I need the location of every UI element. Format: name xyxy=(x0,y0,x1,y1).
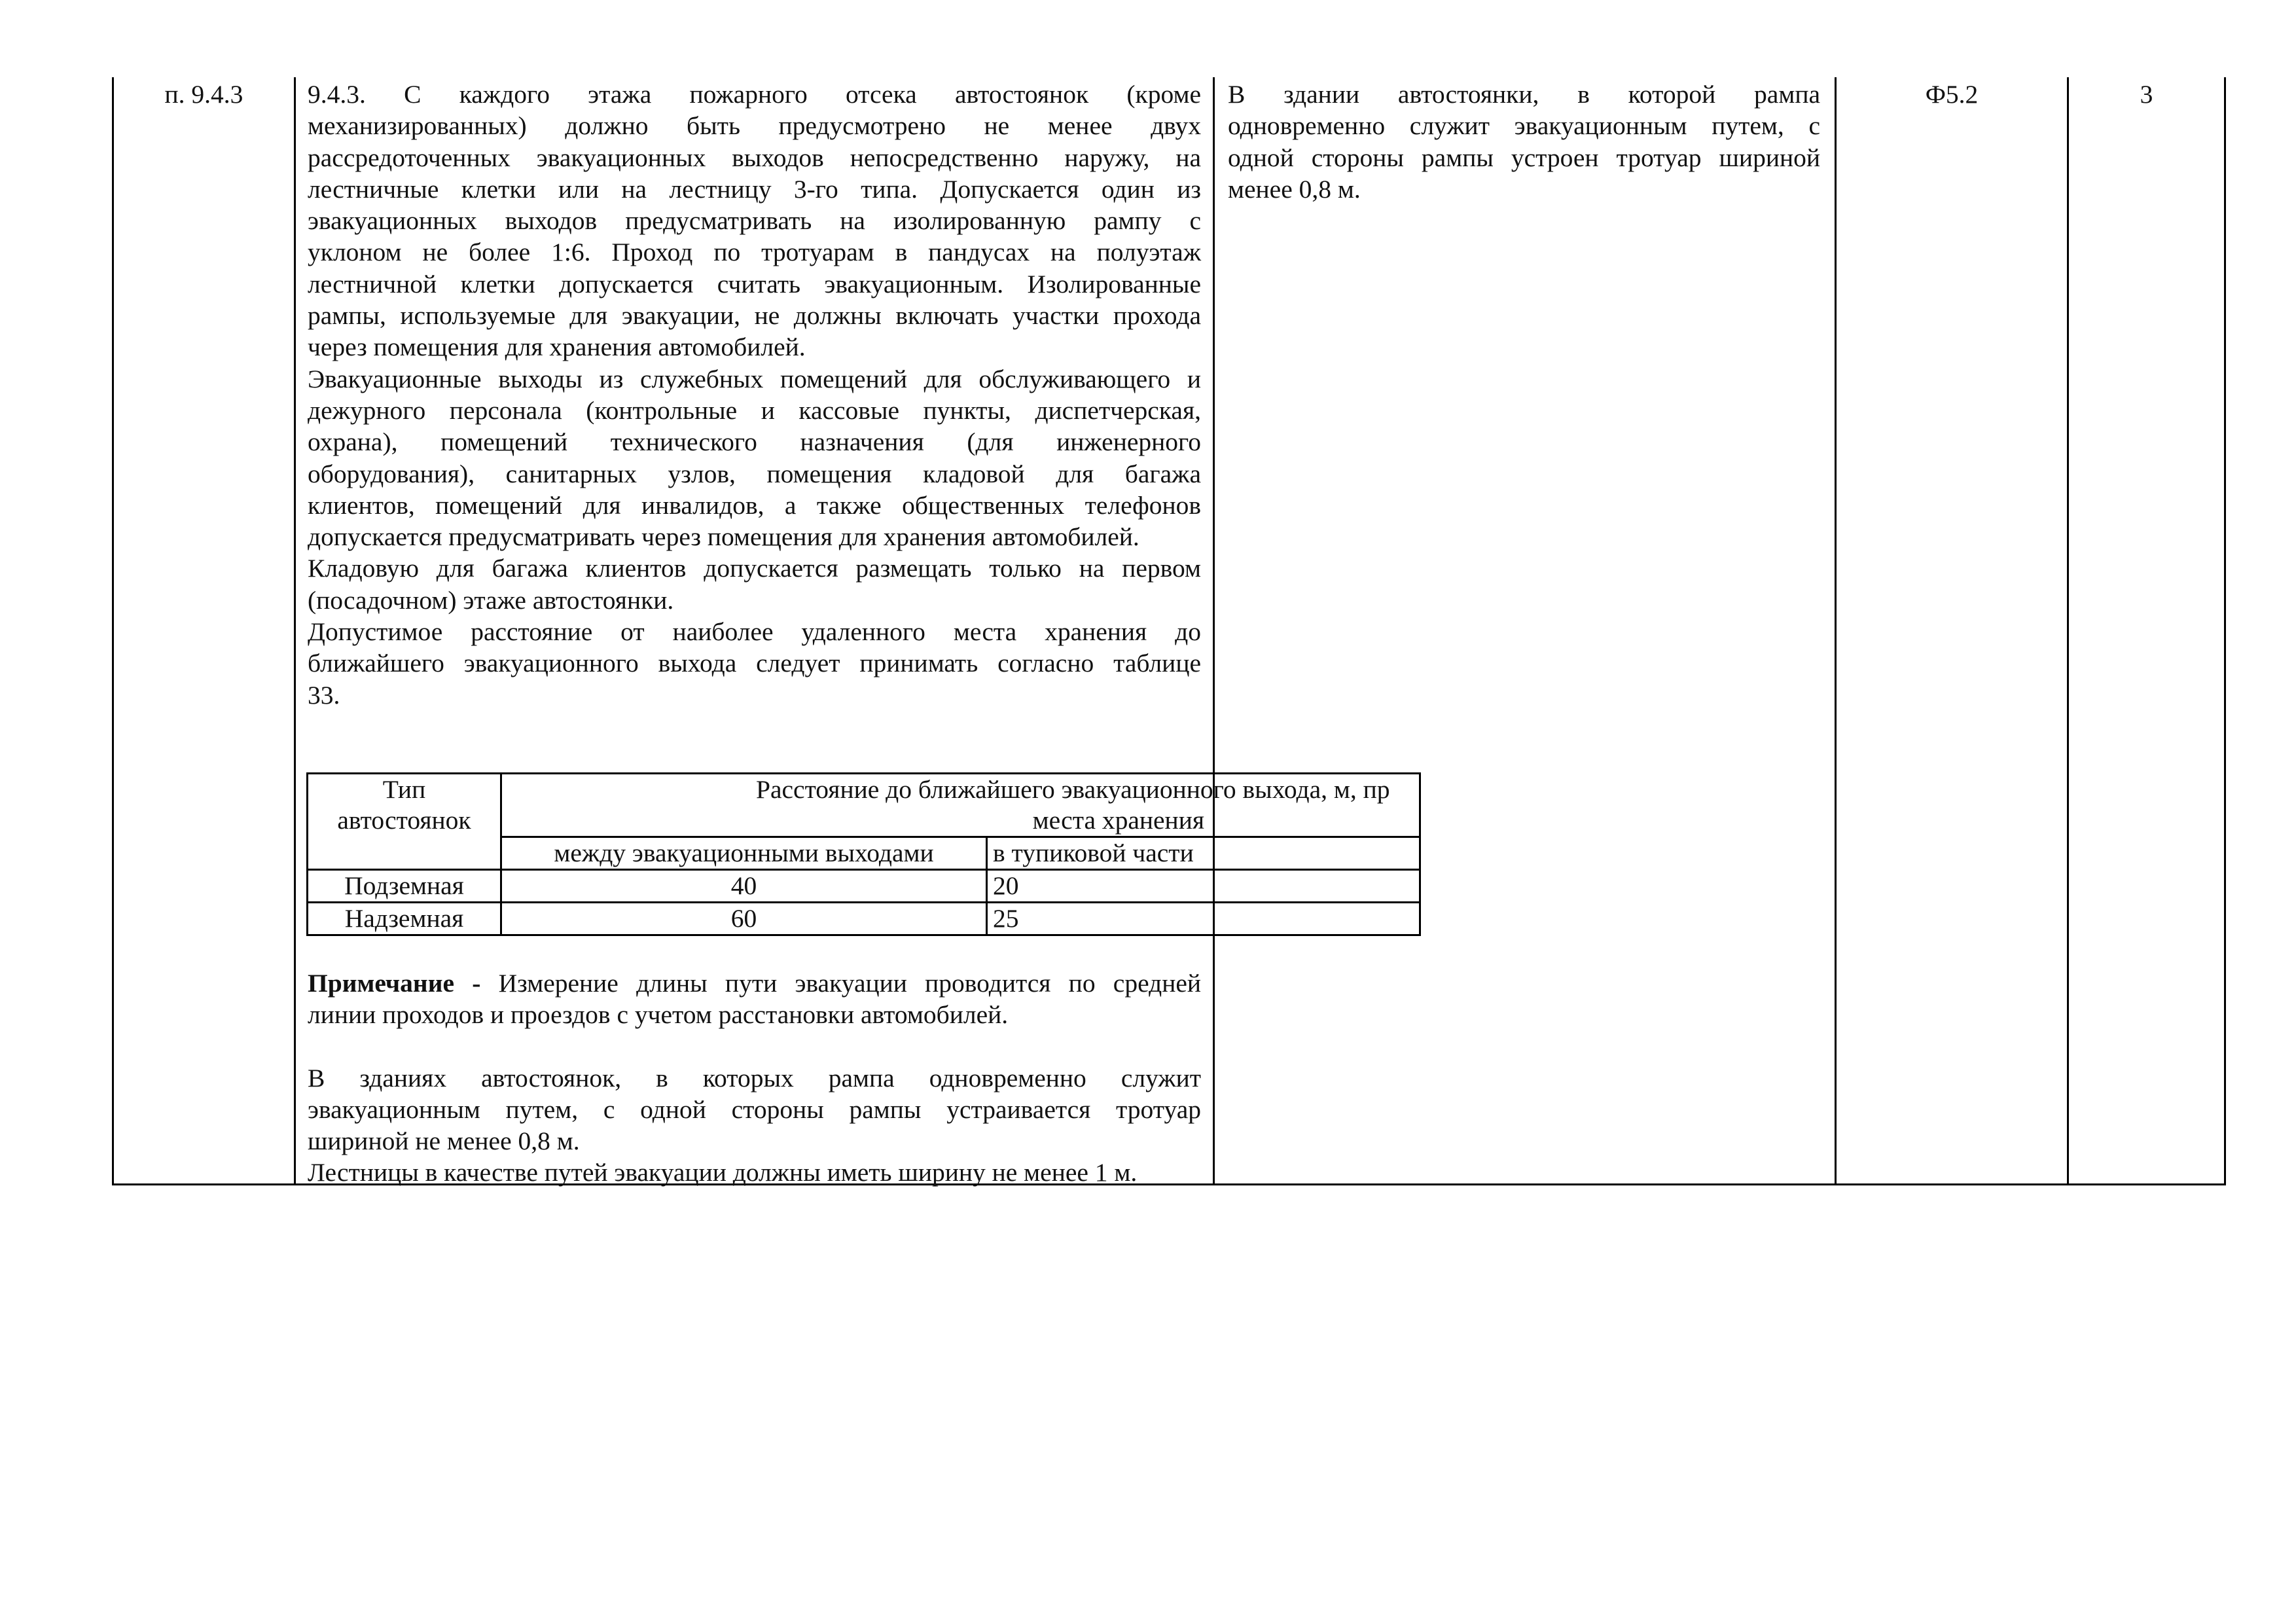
text-line: через помещения для хранения автомобилей. xyxy=(308,333,806,362)
note-line xyxy=(308,967,1201,999)
text-line: менее 0,8 м. xyxy=(1228,174,1361,204)
row-number: 3 xyxy=(2140,80,2153,109)
text-line: Кладовую для багажа клиентов допускается размещать только на первом xyxy=(308,554,1201,583)
header-distance xyxy=(501,774,1420,837)
note-text: Измерение длины пути эвакуации проводится по средней xyxy=(498,969,1202,998)
row-between: 60 xyxy=(501,903,987,935)
text-line: рампы, используемые для эвакуации, не должны включать участки прохода xyxy=(308,301,1201,331)
text-line: лестничной клетки допускается считать эвакуационным. Изолированные xyxy=(308,269,1201,298)
row-type: Подземная xyxy=(308,870,501,903)
text-line: оборудования), санитарных узлов, помещения кладовой для багажа xyxy=(308,459,1201,488)
design-solution-cell xyxy=(1228,79,1820,205)
number-cell xyxy=(2069,79,2224,110)
row-deadend: 25 xyxy=(987,903,1420,935)
row-deadend: 20 xyxy=(987,870,1420,903)
text-line: В зданиях автостоянок, в которых рампа одновременно служит xyxy=(308,1063,1201,1092)
requirement-para-4 xyxy=(308,616,1201,711)
text-line: охрана), помещений технического назначения (для инженерного xyxy=(308,427,1201,457)
table-border-col1 xyxy=(294,77,296,1185)
text-line: Эвакуационные выходы из служебных помещений для обслуживающего и xyxy=(308,364,1201,393)
text-line: 33. xyxy=(308,680,340,710)
text-line: В здании автостоянки, в которой рампа xyxy=(1228,80,1820,109)
requirement-cell xyxy=(308,79,1201,711)
distance-table-clip xyxy=(306,772,1390,936)
table-row xyxy=(308,870,1420,903)
header-distance-line1: Расстояние до ближайшего эвакуационного выхода, м, пр xyxy=(756,775,1390,804)
header-distance-line2: места хранения xyxy=(1032,806,1204,835)
distance-table xyxy=(306,772,1421,936)
text-line: одной стороны рампы устроен тротуар шириной xyxy=(1228,143,1820,172)
text-line: ближайшего эвакуационного выхода следует принимать согласно таблице xyxy=(308,649,1201,678)
text-line: механизированных) должно быть предусмотрено не менее двух xyxy=(308,111,1201,141)
subheader-between: между эвакуационными выходами xyxy=(501,837,987,870)
text-line: эвакуационным путем, с одной стороны рампы устраивается тротуар xyxy=(308,1094,1201,1124)
text-line: лестничные клетки или на лестницу 3-го типа. Допускается один из xyxy=(308,174,1201,204)
row-between: 40 xyxy=(501,870,987,903)
row-type: Надземная xyxy=(308,903,501,935)
subheader-deadend: в тупиковой части xyxy=(987,837,1420,870)
header-type: Тип автостоянок xyxy=(308,774,501,870)
text-line: Допустимое расстояние от наиболее удаленного места хранения до xyxy=(308,617,1201,647)
text-line: (посадочном) этаже автостоянки. xyxy=(308,585,674,615)
table-border-left xyxy=(112,77,114,1185)
text-line: рассредоточенных эвакуационных выходов непосредственно наружу, на xyxy=(308,143,1201,172)
text-line: Лестницы в качестве путей эвакуации должны иметь ширину не менее 1 м. xyxy=(308,1158,1138,1187)
table-border-right xyxy=(2224,77,2226,1185)
requirement-notes xyxy=(308,967,1201,1189)
text-line: эвакуационных выходов предусматривать на изолированную рампу с xyxy=(308,206,1201,236)
distance-table-header-row xyxy=(308,774,1420,837)
table-border-col3 xyxy=(1835,77,1837,1185)
text-line: дежурного персонала (контрольные и кассовые пункты, диспетчерская, xyxy=(308,395,1201,425)
table-border-col2 xyxy=(1213,77,1215,1185)
text-line: одновременно служит эвакуационным путем, с xyxy=(1228,111,1820,141)
clause-ref-cell xyxy=(114,79,294,110)
text-line: уклоном не более 1:6. Проход по тротуарам в пандусах на полуэтаж xyxy=(308,238,1201,267)
functional-class: Ф5.2 xyxy=(1925,80,1979,109)
class-cell xyxy=(1837,79,2067,110)
text-line: клиентов, помещений для инвалидов, а также общественных телефонов xyxy=(308,490,1201,520)
text-line: допускается предусматривать через помещения для хранения автомобилей. xyxy=(308,522,1139,552)
note-line: линии проходов и проездов с учетом расстановки автомобилей. xyxy=(308,1000,1009,1030)
requirement-para-1 xyxy=(308,79,1201,363)
table-border-col4 xyxy=(2067,77,2069,1185)
text-line: 9.4.3. С каждого этажа пожарного отсека автостоянок (кроме xyxy=(308,80,1201,109)
note-label: Примечание - xyxy=(308,969,481,998)
text-line: шириной не менее 0,8 м. xyxy=(308,1127,580,1156)
table-row xyxy=(308,903,1420,935)
requirement-para-3 xyxy=(308,552,1201,616)
clause-ref: п. 9.4.3 xyxy=(164,80,243,109)
requirement-para-2 xyxy=(308,363,1201,553)
